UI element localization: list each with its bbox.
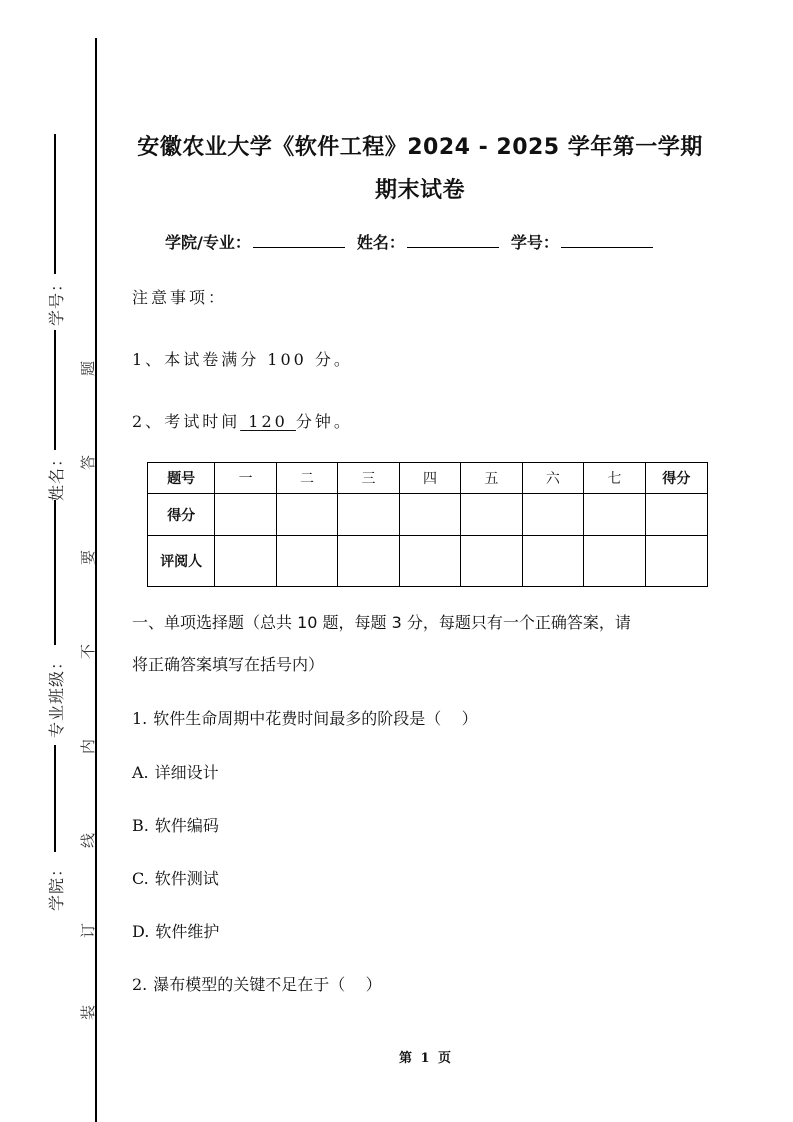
score-cell[interactable] xyxy=(645,494,707,536)
column-header: 二 xyxy=(276,463,337,494)
row-header: 得分 xyxy=(148,494,215,536)
column-header: 得分 xyxy=(645,463,707,494)
note-prefix: 2、 xyxy=(132,412,165,431)
seal-char: 装 xyxy=(79,1004,98,1020)
option-a xyxy=(132,760,219,783)
option-d xyxy=(132,919,219,942)
major-class-line-lower xyxy=(54,745,56,852)
student-id-field-label: 学号： xyxy=(510,233,559,252)
table-row-score xyxy=(148,494,708,536)
column-header: 五 xyxy=(461,463,522,494)
note-text: 本试卷满分 100 分。 xyxy=(164,350,353,369)
student-id-field xyxy=(511,230,653,253)
column-header: 一 xyxy=(215,463,276,494)
table-header-row xyxy=(148,463,708,494)
college-major-blank[interactable] xyxy=(253,233,345,248)
name-label: 姓名： xyxy=(46,449,66,501)
option-letter: D. xyxy=(132,922,150,941)
option-c xyxy=(132,866,219,889)
seal-char: 订 xyxy=(79,922,98,938)
grader-cell[interactable] xyxy=(584,536,645,587)
row-header: 题号 xyxy=(148,463,215,494)
option-letter: A. xyxy=(132,763,149,782)
option-text: 软件测试 xyxy=(154,869,219,888)
question-text: 瀑布模型的关键不足在于（ ） xyxy=(153,975,382,994)
college-major-label: 学院/专业： xyxy=(165,233,251,252)
note-text: 分钟。 xyxy=(295,412,353,431)
row-header: 评阅人 xyxy=(148,536,215,587)
note-item xyxy=(132,347,353,370)
seal-char: 不 xyxy=(79,643,98,659)
grader-cell[interactable] xyxy=(276,536,337,587)
college-label: 学院： xyxy=(46,859,66,911)
section-heading: 一、单项选择题（总共 10 题，每题 3 分，每题只有一个正确答案，请 xyxy=(132,613,631,632)
score-cell[interactable] xyxy=(522,494,583,536)
college-major-field xyxy=(165,230,345,253)
column-header: 七 xyxy=(584,463,645,494)
grader-cell[interactable] xyxy=(215,536,276,587)
student-id-blank[interactable] xyxy=(561,233,653,248)
name-line-lower xyxy=(54,500,56,645)
score-cell[interactable] xyxy=(584,494,645,536)
note-item xyxy=(132,409,353,432)
note-text: 考试时间 xyxy=(164,412,241,431)
question-1 xyxy=(132,706,478,729)
option-b xyxy=(132,813,219,836)
column-header: 三 xyxy=(338,463,399,494)
option-letter: B. xyxy=(132,816,149,835)
name-field-label: 姓名： xyxy=(356,233,405,252)
column-header: 六 xyxy=(522,463,583,494)
score-table xyxy=(147,462,708,587)
notes-title: 注意事项： xyxy=(132,288,228,307)
name-blank[interactable] xyxy=(407,233,499,248)
option-text: 软件维护 xyxy=(155,922,220,941)
column-header: 四 xyxy=(399,463,460,494)
grader-cell[interactable] xyxy=(461,536,522,587)
student-id-line-lower xyxy=(54,330,56,450)
score-cell[interactable] xyxy=(215,494,276,536)
question-text: 软件生命周期中花费时间最多的阶段是（ ） xyxy=(153,709,478,728)
student-id-label: 学号： xyxy=(46,274,66,326)
grader-cell[interactable] xyxy=(645,536,707,587)
grader-cell[interactable] xyxy=(399,536,460,587)
seal-char: 题 xyxy=(79,360,98,376)
question-number: 1. xyxy=(132,709,148,728)
exam-duration: 120 xyxy=(240,412,296,431)
exam-subtitle: 期末试卷 xyxy=(374,178,465,203)
seal-char: 线 xyxy=(79,832,98,848)
grader-cell[interactable] xyxy=(338,536,399,587)
option-text: 软件编码 xyxy=(154,816,219,835)
note-prefix: 1、 xyxy=(132,350,165,369)
exam-title: 安徽农业大学《软件工程》2024 - 2025 学年第一学期 xyxy=(137,135,703,160)
option-text: 详细设计 xyxy=(154,763,219,782)
binding-line xyxy=(95,38,97,1122)
seal-char: 要 xyxy=(79,549,98,565)
score-cell[interactable] xyxy=(276,494,337,536)
seal-char: 答 xyxy=(79,454,98,470)
name-field xyxy=(357,230,499,253)
student-id-line-upper xyxy=(54,134,56,274)
seal-char: 内 xyxy=(79,738,98,754)
section-heading-continued: 将正确答案填写在括号内） xyxy=(132,655,325,674)
score-cell[interactable] xyxy=(338,494,399,536)
score-cell[interactable] xyxy=(399,494,460,536)
grader-cell[interactable] xyxy=(522,536,583,587)
major-class-label: 专业班级： xyxy=(46,652,66,738)
page-number: 第 1 页 xyxy=(398,1051,452,1066)
question-2 xyxy=(132,972,382,995)
student-info-row xyxy=(165,230,653,253)
option-letter: C. xyxy=(132,869,149,888)
question-number: 2. xyxy=(132,975,148,994)
score-cell[interactable] xyxy=(461,494,522,536)
table-row-grader xyxy=(148,536,708,587)
